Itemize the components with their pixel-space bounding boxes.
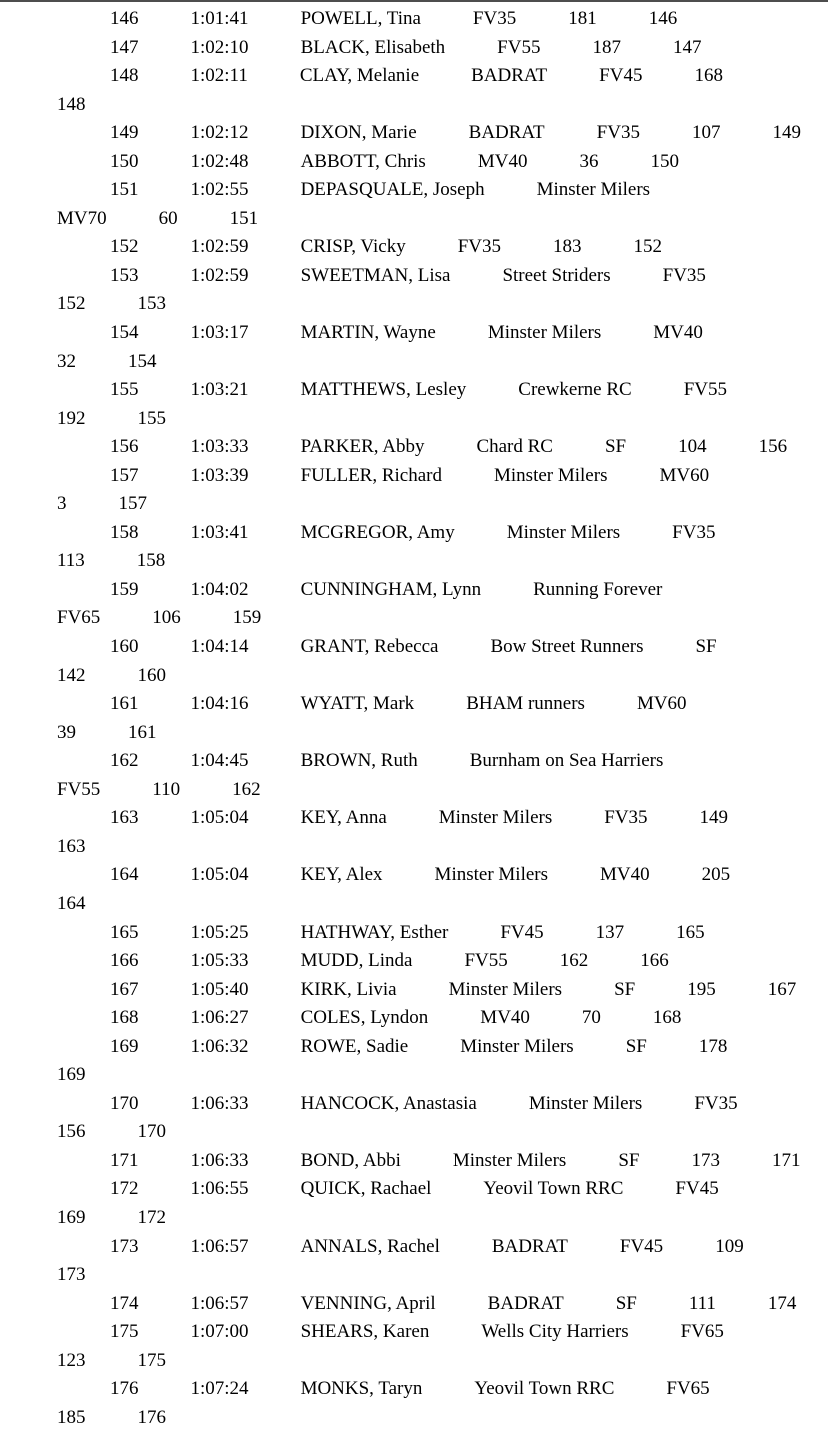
result-line [57,1375,828,1404]
field-category: FV65 [680,1321,724,1343]
field-time: 1:02:48 [190,150,249,172]
field-bib: 149 [699,807,729,829]
field-time: 1:03:41 [190,521,249,543]
results-document [57,5,828,1432]
field-bib: 39 [57,721,76,743]
field-position-repeat: 147 [672,36,702,58]
result-line-continuation [57,205,828,234]
field-position: 163 [110,807,139,829]
field-position: 153 [110,264,139,286]
field-category: MV40 [653,322,703,344]
field-time: 1:05:33 [190,950,249,972]
field-club: Chard RC [476,436,553,458]
field-bib: 107 [691,122,721,144]
field-time: 1:06:33 [190,1092,249,1114]
result-line-continuation [57,405,828,434]
field-position: 146 [110,8,139,29]
result-line [57,5,828,34]
result-line [57,176,828,205]
result-line [57,576,828,605]
field-club: Minster Milers [528,1092,643,1114]
field-position: 156 [110,436,139,458]
field-bib: 152 [57,293,86,315]
field-position: 168 [110,1007,139,1029]
field-club: Minster Milers [460,1035,574,1057]
field-position-repeat: 151 [229,207,259,229]
field-category: SF [618,1149,640,1171]
field-category: FV35 [672,521,716,543]
result-line [57,976,828,1005]
result-line [57,1233,828,1262]
result-line [57,861,828,890]
result-line [57,1147,828,1176]
result-line [57,62,828,91]
field-bib: 104 [678,436,707,458]
result-line-continuation [57,1061,828,1090]
field-category: FV35 [694,1092,738,1114]
field-position-repeat: 153 [137,293,166,315]
field-position: 161 [110,693,139,715]
field-name: VENNING, April [300,1292,436,1314]
field-category: FV35 [457,236,502,258]
field-time: 1:02:55 [190,179,249,201]
field-club: BADRAT [487,1292,564,1314]
field-position-repeat: 154 [128,350,157,372]
field-name: MONKS, Taryn [300,1378,423,1400]
field-time: 1:06:55 [190,1178,249,1200]
field-name: HANCOCK, Anastasia [300,1092,477,1114]
field-position: 154 [110,322,139,344]
result-line-continuation [57,662,828,691]
field-name: MCGREGOR, Amy [300,521,455,543]
field-position: 159 [110,578,139,600]
field-bib: 185 [57,1406,86,1428]
field-category: FV35 [604,807,648,829]
field-position-repeat: 160 [137,664,166,686]
field-club: BADRAT [491,1235,568,1257]
result-line [57,1004,828,1033]
field-name: BOND, Abbi [300,1149,401,1171]
field-position-repeat: 157 [118,493,147,515]
field-bib: 113 [57,550,85,572]
field-name: WYATT, Mark [300,693,415,715]
field-position-repeat: 162 [232,778,261,800]
field-position: 170 [110,1092,139,1114]
field-club: Yeovil Town RRC [483,1178,624,1200]
field-name: COLES, Lyndon [300,1007,429,1029]
field-club: Minster Milers [536,179,651,201]
field-time: 1:02:59 [190,236,249,258]
result-line [57,1290,828,1319]
result-line [57,1318,828,1347]
field-name: KEY, Anna [300,807,387,829]
field-time: 1:02:11 [190,65,248,87]
result-line [57,233,828,262]
field-club: Minster Milers [438,807,553,829]
field-bib: 178 [698,1035,728,1057]
field-club: Running Forever [533,578,663,600]
field-position: 155 [110,379,139,401]
result-line-continuation [57,890,828,919]
field-category: FV65 [57,607,101,629]
field-position: 174 [110,1292,139,1314]
field-time: 1:06:57 [190,1292,249,1314]
result-line-continuation [57,1118,828,1147]
field-club: BADRAT [468,122,545,144]
field-club: Street Striders [502,264,611,286]
result-line [57,519,828,548]
field-name: MARTIN, Wayne [300,322,436,344]
field-bib: 109 [715,1235,744,1257]
field-name: KIRK, Livia [300,978,397,1000]
result-line [57,633,828,662]
field-time: 1:04:02 [190,578,249,600]
result-line [57,804,828,833]
field-position: 175 [110,1321,139,1343]
result-line [57,919,828,948]
field-name: CRISP, Vicky [300,236,406,258]
field-time: 1:06:27 [190,1007,249,1029]
result-line [57,1090,828,1119]
field-club: BHAM runners [466,693,585,715]
field-position-repeat: 148 [57,93,86,115]
result-line-continuation [57,1404,828,1433]
field-name: SWEETMAN, Lisa [300,264,451,286]
result-line [57,690,828,719]
field-position: 157 [110,464,139,486]
field-category: SF [614,978,636,1000]
field-time: 1:02:12 [190,122,249,144]
field-time: 1:05:40 [190,978,249,1000]
field-name: ANNALS, Rachel [300,1235,440,1257]
result-line-continuation [57,833,828,862]
field-bib: 169 [57,1206,86,1228]
result-line-continuation [57,1347,828,1376]
result-line [57,319,828,348]
field-time: 1:03:33 [190,436,249,458]
field-category: FV55 [683,379,728,401]
result-line [57,262,828,291]
field-position-repeat: 163 [57,835,86,857]
field-category: FV55 [57,778,101,800]
field-position: 148 [110,65,139,87]
field-bib: 60 [158,207,178,229]
result-line-continuation [57,290,828,319]
field-time: 1:06:57 [190,1235,249,1257]
field-time: 1:07:00 [190,1321,249,1343]
field-bib: 142 [57,664,86,686]
field-bib: 106 [152,607,181,629]
field-bib: 70 [581,1007,601,1029]
field-position-repeat: 146 [648,8,678,29]
field-position: 149 [110,122,139,144]
field-bib: 32 [57,350,76,372]
field-position-repeat: 161 [128,721,157,743]
result-line [57,947,828,976]
field-name: MUDD, Linda [300,950,413,972]
field-position-repeat: 168 [652,1007,682,1029]
field-category: FV35 [472,8,517,29]
field-bib: 123 [57,1349,86,1371]
result-line-continuation [57,490,828,519]
field-name: BLACK, Elisabeth [300,36,446,58]
field-category: MV40 [480,1007,530,1029]
field-category: MV70 [57,207,107,229]
field-club: Burnham on Sea Harriers [469,750,664,772]
field-bib: 156 [57,1121,86,1143]
field-position-repeat: 174 [767,1292,797,1314]
result-line [57,34,828,63]
field-category: FV55 [497,36,541,58]
field-position: 165 [110,921,139,943]
field-position-repeat: 171 [771,1149,801,1171]
field-category: SF [695,636,717,658]
field-name: DIXON, Marie [300,122,417,144]
field-position-repeat: 169 [57,1064,86,1086]
field-bib: 173 [691,1149,720,1171]
field-name: ROWE, Sadie [300,1035,409,1057]
field-position-repeat: 158 [136,550,166,572]
result-line [57,747,828,776]
field-category: MV60 [659,464,710,486]
field-category: MV40 [477,150,528,172]
field-category: FV45 [675,1178,719,1200]
field-position-repeat: 155 [137,407,166,429]
field-name: ABBOTT, Chris [300,150,426,172]
field-position-repeat: 170 [137,1121,166,1143]
field-club: Minster Milers [494,464,608,486]
field-position: 164 [110,864,139,886]
field-category: FV45 [599,65,643,87]
field-club: Crewkerne RC [518,379,632,401]
field-club: BADRAT [471,65,548,87]
field-time: 1:07:24 [190,1378,249,1400]
field-position: 150 [110,150,139,172]
result-line-continuation [57,776,828,805]
field-name: BROWN, Ruth [300,750,418,772]
field-position: 172 [110,1178,139,1200]
field-time: 1:06:33 [190,1149,249,1171]
field-name: MATTHEWS, Lesley [300,379,467,401]
field-time: 1:02:59 [190,264,249,286]
field-category: SF [615,1292,637,1314]
field-position: 160 [110,636,139,658]
result-line [57,462,828,491]
field-bib: 111 [688,1292,716,1314]
field-position: 166 [110,950,139,972]
field-position-repeat: 175 [137,1349,166,1371]
field-position: 152 [110,236,139,258]
result-line [57,376,828,405]
field-time: 1:01:41 [190,8,249,29]
field-time: 1:02:10 [190,36,249,58]
result-line [57,148,828,177]
field-time: 1:05:04 [190,807,249,829]
field-bib: 36 [579,150,599,172]
field-position-repeat: 166 [640,950,669,972]
result-line-continuation [57,348,828,377]
field-category: MV60 [636,693,687,715]
field-club: Minster Milers [487,322,602,344]
top-rule [0,0,828,2]
result-line-continuation [57,91,828,120]
field-position-repeat: 159 [232,607,262,629]
field-bib: 110 [152,778,181,800]
field-position: 162 [110,750,139,772]
field-name: CUNNINGHAM, Lynn [300,578,482,600]
field-position-repeat: 156 [758,436,788,458]
field-category: SF [625,1035,647,1057]
field-position: 158 [110,521,139,543]
field-category: SF [604,436,627,458]
result-line-continuation [57,604,828,633]
field-position-repeat: 152 [633,236,663,258]
field-bib: 205 [701,864,731,886]
field-time: 1:03:39 [190,464,249,486]
result-line-continuation [57,719,828,748]
field-name: GRANT, Rebecca [300,636,439,658]
field-position-repeat: 150 [650,150,679,172]
field-position: 171 [110,1149,139,1171]
field-club: Minster Milers [448,978,563,1000]
field-position-repeat: 164 [57,892,86,914]
field-position: 151 [110,179,139,201]
field-club: Bow Street Runners [490,636,644,658]
field-name: POWELL, Tina [300,8,421,29]
field-bib: 168 [694,65,723,87]
field-position-repeat: 165 [676,921,705,943]
field-position: 176 [110,1378,139,1400]
field-position: 169 [110,1035,139,1057]
result-line-continuation [57,1204,828,1233]
field-name: FULLER, Richard [300,464,442,486]
field-time: 1:04:14 [190,636,249,658]
field-category: FV45 [500,921,544,943]
field-time: 1:04:16 [190,693,249,715]
field-bib: 183 [553,236,582,258]
field-position: 147 [110,36,139,58]
field-position-repeat: 176 [137,1406,166,1428]
field-name: PARKER, Abby [300,436,425,458]
field-time: 1:05:04 [190,864,249,886]
field-bib: 137 [595,921,625,943]
field-position-repeat: 173 [57,1264,86,1286]
field-category: FV35 [596,122,640,144]
field-bib: 3 [57,493,67,515]
field-club: Minster Milers [506,521,621,543]
field-club: Wells City Harriers [481,1321,629,1343]
field-time: 1:04:45 [190,750,249,772]
field-position: 173 [110,1235,139,1257]
field-category: MV40 [600,864,650,886]
field-bib: 181 [568,8,597,29]
field-name: SHEARS, Karen [300,1321,430,1343]
field-name: HATHWAY, Esther [300,921,449,943]
field-time: 1:06:32 [190,1035,249,1057]
field-category: FV45 [619,1235,664,1257]
field-name: DEPASQUALE, Joseph [300,179,485,201]
result-line [57,433,828,462]
field-category: FV65 [666,1378,710,1400]
result-line-continuation [57,547,828,576]
field-bib: 192 [57,407,86,429]
field-club: Yeovil Town RRC [474,1378,615,1400]
field-club: Minster Milers [434,864,549,886]
field-category: FV55 [464,950,508,972]
field-bib: 195 [687,978,716,1000]
field-club: Minster Milers [452,1149,567,1171]
field-bib: 162 [559,950,589,972]
result-line [57,1175,828,1204]
field-name: KEY, Alex [300,864,383,886]
field-position: 167 [110,978,139,1000]
field-time: 1:05:25 [190,921,249,943]
field-name: QUICK, Rachael [300,1178,432,1200]
field-time: 1:03:17 [190,322,249,344]
field-bib: 187 [592,36,621,58]
result-line [57,1033,828,1062]
result-line-continuation [57,1261,828,1290]
field-position-repeat: 149 [772,122,801,144]
field-name: CLAY, Melanie [299,65,420,87]
field-position-repeat: 167 [767,978,797,1000]
result-line [57,119,828,148]
field-time: 1:03:21 [190,379,249,401]
field-position-repeat: 172 [137,1206,166,1228]
field-category: FV35 [662,264,706,286]
